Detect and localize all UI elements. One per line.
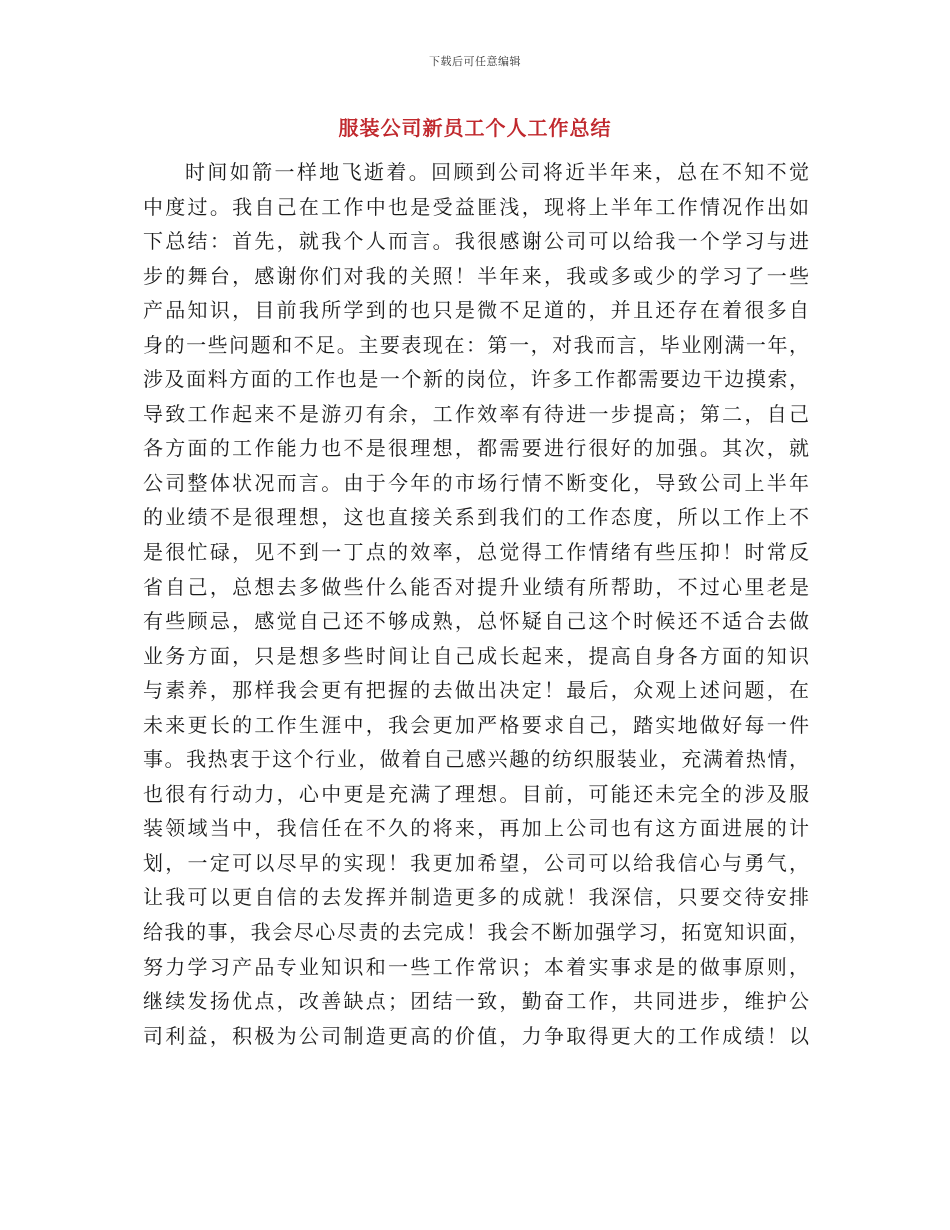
paragraph-line: 省自己，总想去多做些什么能否对提升业绩有所帮助，不过心里老是 — [143, 574, 809, 599]
paragraph-line: 是很忙碌，见不到一丁点的效率，总觉得工作情绪有些压抑！时常反 — [143, 540, 809, 565]
paragraph-line: 业务方面，只是想多些时间让自己成长起来，提高自身各方面的知识 — [143, 643, 809, 668]
paragraph-line: 时间如箭一样地飞逝着。回顾到公司将近半年来，总在不知不觉 — [185, 160, 809, 184]
paragraph-line: 划，一定可以尽早的实现！我更加希望，公司可以给我信心与勇气， — [143, 850, 809, 875]
paragraph-line: 涉及面料方面的工作也是一个新的岗位，许多工作都需要边干边摸索， — [143, 367, 809, 392]
paragraph-line: 导致工作起来不是游刃有余，工作效率有待进一步提高；第二，自己 — [143, 401, 809, 426]
paragraph-line: 产品知识，目前我所学到的也只是微不足道的，并且还存在着很多自 — [143, 298, 809, 323]
paragraph-line: 让我可以更自信的去发挥并制造更多的成就！我深信，只要交待安排 — [143, 885, 809, 910]
paragraph-line: 事。我热衷于这个行业，做着自己感兴趣的纺织服装业，充满着热情， — [143, 747, 809, 772]
paragraph-line: 中度过。我自己在工作中也是受益匪浅，现将上半年工作情况作出如 — [143, 194, 809, 219]
paragraph-line: 司利益，积极为公司制造更高的价值，力争取得更大的工作成绩！以 — [143, 1023, 809, 1048]
paragraph-line: 装领域当中，我信任在不久的将来，再加上公司也有这方面进展的计 — [143, 816, 809, 841]
paragraph-line: 下总结：首先，就我个人而言。我很感谢公司可以给我一个学习与进 — [143, 229, 809, 254]
paragraph-line: 各方面的工作能力也不是很理想，都需要进行很好的加强。其次，就 — [143, 436, 809, 461]
paragraph-line: 努力学习产品专业知识和一些工作常识；本着实事求是的做事原则， — [143, 954, 809, 979]
paragraph-line: 步的舞台，感谢你们对我的关照！半年来，我或多或少的学习了一些 — [143, 263, 809, 288]
paragraph-line: 继续发扬优点，改善缺点；团结一致，勤奋工作，共同进步，维护公 — [143, 989, 809, 1014]
document-body — [143, 155, 809, 1053]
paragraph-line: 的业绩不是很理想，这也直接关系到我们的工作态度，所以工作上不 — [143, 505, 809, 530]
header-note: 下载后可任意编辑 — [429, 55, 521, 68]
paragraph-line: 身的一些问题和不足。主要表现在：第一，对我而言，毕业刚满一年， — [143, 332, 809, 357]
paragraph-line: 公司整体状况而言。由于今年的市场行情不断变化，导致公司上半年 — [143, 470, 809, 495]
paragraph-line: 未来更长的工作生涯中，我会更加严格要求自己，踏实地做好每一件 — [143, 712, 809, 737]
paragraph-line: 与素养，那样我会更有把握的去做出决定！最后，众观上述问题，在 — [143, 678, 809, 703]
paragraph-line: 也很有行动力，心中更是充满了理想。目前，可能还未完全的涉及服 — [143, 781, 809, 806]
document-title: 服装公司新员工个人工作总结 — [338, 116, 612, 140]
paragraph-line: 有些顾忌，感觉自己还不够成熟，总怀疑自己这个时候还不适合去做 — [143, 609, 809, 634]
paragraph-line: 给我的事，我会尽心尽责的去完成！我会不断加强学习，拓宽知识面， — [143, 920, 809, 945]
